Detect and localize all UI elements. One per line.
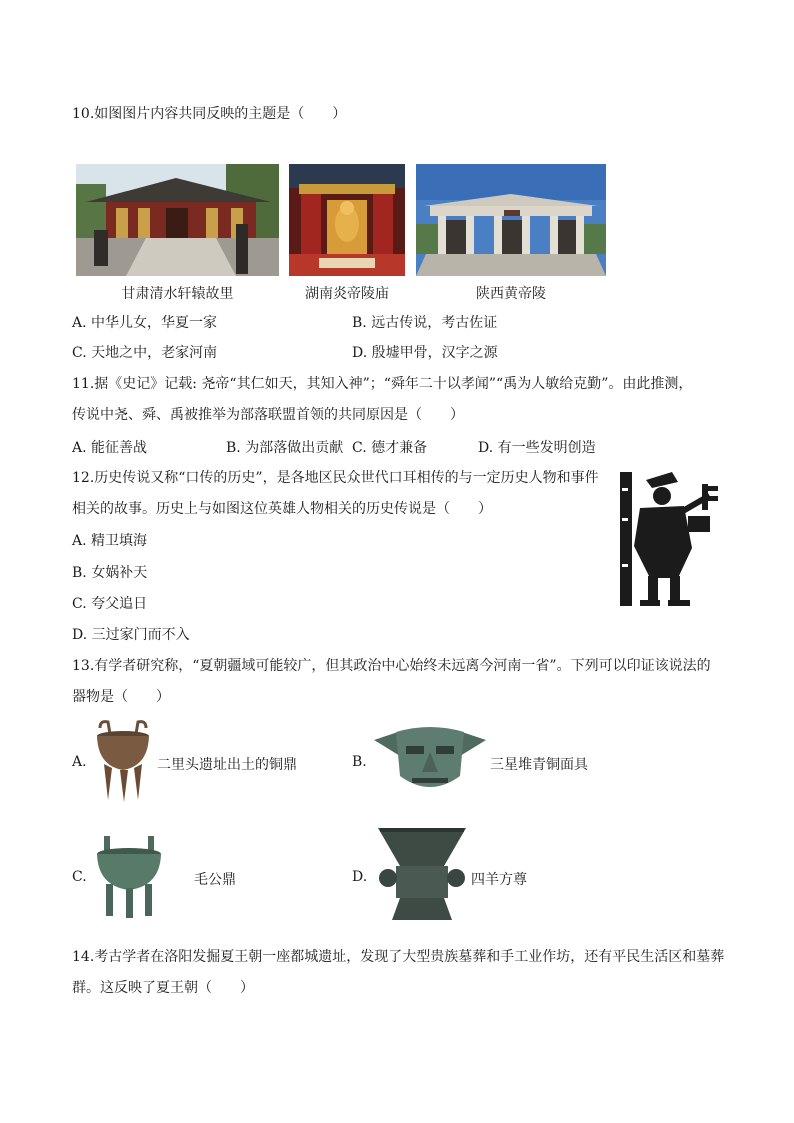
q10-photo-xuanyuan-hometown <box>76 164 279 276</box>
q13-stem-line1: 13.有学者研究称，“夏朝疆域可能较广，但其政治中心始终未远离今河南一省”。下列可以印证该说法的 <box>72 658 711 674</box>
q10-photo-huangdi-mausoleum <box>416 164 606 276</box>
q10-stem: 10.如图图片内容共同反映的主题是（ ） <box>72 106 347 122</box>
q14-stem-line2: 群。这反映了夏王朝（ ） <box>72 980 254 996</box>
q13-option-a-letter: A. <box>72 754 87 770</box>
q13-option-a-label: 二里头遗址出土的铜鼎 <box>157 757 297 773</box>
q13-option-b-label: 三星堆青铜面具 <box>490 757 588 773</box>
q13-option-d-label: 四羊方尊 <box>471 872 527 888</box>
q13-option-d-four-ram-zun-image <box>374 826 470 922</box>
q11-option-d: D. 有一些发明创造 <box>478 440 596 456</box>
q10-photo-yandi-temple <box>289 164 405 276</box>
q11-stem-line1: 11.据《史记》记载: 尧帝“其仁如天，其知入神”；“舜年二十以孝闻”“禹为人敏给克勤”。由此推测， <box>72 376 693 392</box>
q13-option-d-letter: D. <box>352 869 368 885</box>
q10-option-d: D. 殷墟甲骨，汉字之源 <box>352 345 498 361</box>
q13-option-c-label: 毛公鼎 <box>194 872 236 888</box>
q12-hero-rubbing-image <box>618 468 722 610</box>
q10-option-a: A. 中华儿女，华夏一家 <box>72 315 218 331</box>
q14-stem-line1: 14.考古学者在洛阳发掘夏王朝一座都城遗址，发现了大型贵族墓葬和手工业作坊，还有平民生活区和墓葬 <box>72 949 725 965</box>
q12-stem-line1: 12.历史传说又称“口传的历史”，是各地区民众世代口耳相传的与一定历史人物和事件 <box>72 470 599 486</box>
q12-stem-line2: 相关的故事。历史上与如图这位英雄人物相关的历史传说是（ ） <box>72 501 492 517</box>
q10-option-c: C. 天地之中，老家河南 <box>72 345 218 361</box>
q10-caption-2: 湖南炎帝陵庙 <box>305 286 389 302</box>
q11-stem-line2: 传说中尧、舜、禹被推举为部落联盟首领的共同原因是（ ） <box>72 407 464 423</box>
q10-caption-3: 陕西黄帝陵 <box>476 286 546 302</box>
q13-option-b-bronze-mask-image <box>372 722 488 798</box>
q12-option-a: A. 精卫填海 <box>72 533 148 549</box>
q13-stem-line2: 器物是（ ） <box>72 689 170 705</box>
q13-option-b-letter: B. <box>352 754 367 770</box>
q11-option-b: B. 为部落做出贡献 <box>226 440 344 456</box>
q10-option-b: B. 远古传说，考古佐证 <box>352 315 498 331</box>
q11-option-c: C. 德才兼备 <box>352 440 428 456</box>
q12-option-d: D. 三过家门而不入 <box>72 627 190 643</box>
q13-option-a-bronze-ding-image <box>90 720 156 802</box>
q13-option-c-letter: C. <box>72 869 87 885</box>
q10-caption-1: 甘肃清水轩辕故里 <box>121 286 234 302</box>
q12-option-b: B. 女娲补天 <box>72 565 148 581</box>
q11-option-a: A. 能征善战 <box>72 440 148 456</box>
q13-option-c-maogong-ding-image <box>92 836 166 918</box>
q12-option-c: C. 夸父追日 <box>72 596 148 612</box>
